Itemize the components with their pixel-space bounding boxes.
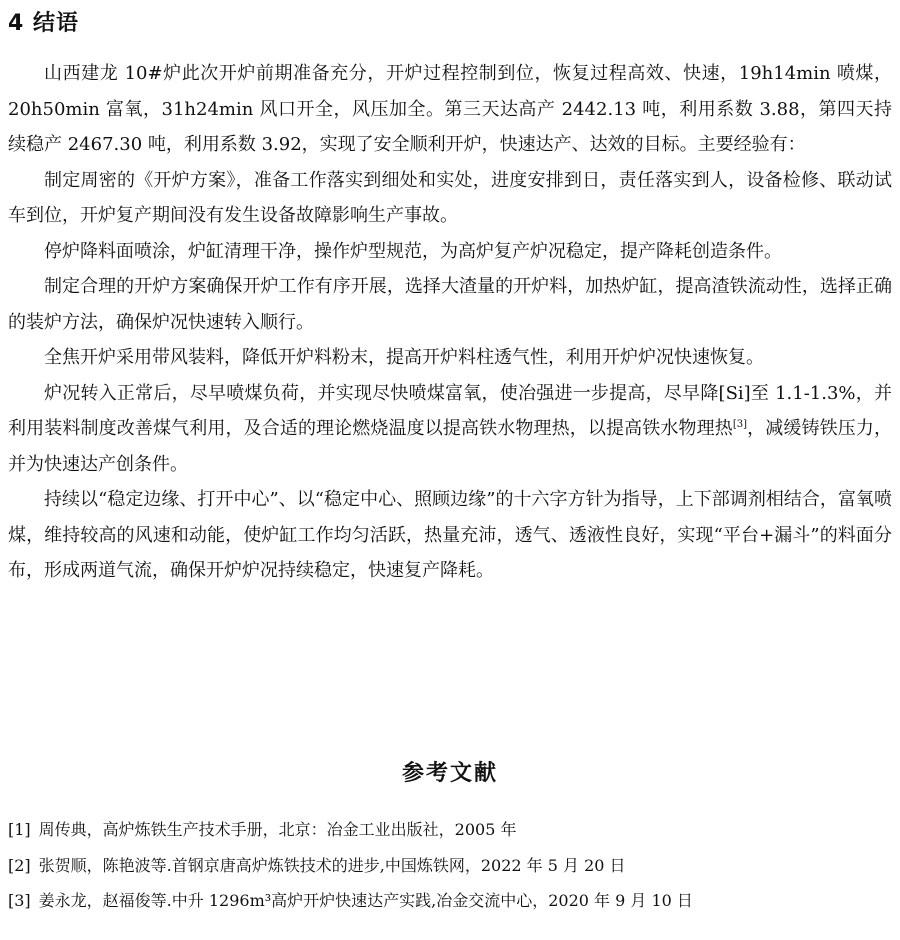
reference-text: 张贺顺，陈艳波等.首钢京唐高炉炼铁技术的进步,中国炼铁网，2022 年 5 月 20 日: [38, 855, 626, 875]
paragraph-coke: 全焦开炉采用带风装料，降低开炉料粉末，提高开炉料柱透气性，利用开炉炉况快速恢复。: [44, 347, 764, 368]
paragraph-injection-tail: ，减缓铸铁压力，并为快速达产创条件。: [8, 418, 893, 475]
citation-marker: [3]: [732, 419, 748, 430]
reference-text: 周传典，高炉炼铁生产技术手册，北京：冶金工业出版社，2005 年: [38, 820, 517, 839]
paragraph-burden: 制定合理的开炉方案确保开炉工作有序开展，选择大渣量的开炉料，加热炉缸，提高渣铁流动性，选择正确的装炉方法，确保炉况快速转入顺行。: [8, 276, 892, 333]
references-list: [8, 812, 892, 919]
paragraph-injection: [8, 376, 892, 483]
reference-item: [8, 883, 892, 919]
reference-item: [8, 848, 892, 884]
conclusion-body: [8, 56, 892, 589]
reference-number: [1]: [8, 820, 31, 839]
section-heading: 4 结语: [8, 11, 79, 36]
paragraph-plan: 制定周密的《开炉方案》，准备工作落实到细处和实处，进度安排到日，责任落实到人，设备检修、联动试车到位，开炉复产期间没有发生设备故障影响生产事故。: [8, 169, 892, 226]
reference-number: [3]: [8, 891, 31, 910]
paragraph-guideline: 持续以“稳定边缘、打开中心”、以“稳定中心、照顾边缘”的十六字方针为指导，上下部调剂相结合，富氧喷煤，维持较高的风速和动能，使炉缸工作均匀活跃，热量充沛，透气、透液性良好，实现“平台+漏斗”的料面分布，形成两道气流，确保开炉炉况持续稳定，快速复产降耗。: [8, 489, 892, 581]
reference-number: [2]: [8, 855, 31, 875]
reference-item: [8, 812, 892, 848]
references-title: 参考文献: [401, 761, 498, 786]
paragraph-injection-text: 炉况转入正常后，尽早喷煤负荷，并实现尽快喷煤富氧，使冶强进一步提高，尽早降[Si]至 1.1-1.3%，并利用装料制度改善煤气利用，及合适的理论燃烧温度以提高铁水物理热，以提高铁水物理热: [8, 382, 892, 439]
paragraph-spray: 停炉降料面喷涂，炉缸清理干净，操作炉型规范，为高炉复产炉况稳定，提产降耗创造条件。: [44, 240, 782, 262]
paragraph-summary: 山西建龙 10#炉此次开炉前期准备充分，开炉过程控制到位，恢复过程高效、快速，19h14min 喷煤，20h50min 富氧，31h24min 风口开全，风压加全。第三天达高产 2442.13 吨，利用系数 3.88，第四天持续稳产 2467.30 吨，利用系数 3.92，实现了安全顺利开炉，快速达产、达效的目标。主要经验有：: [8, 63, 892, 155]
reference-text: 姜永龙，赵福俊等.中升 1296m³高炉开炉快速达产实践,冶金交流中心，2020 年 9 月 10 日: [38, 891, 693, 910]
